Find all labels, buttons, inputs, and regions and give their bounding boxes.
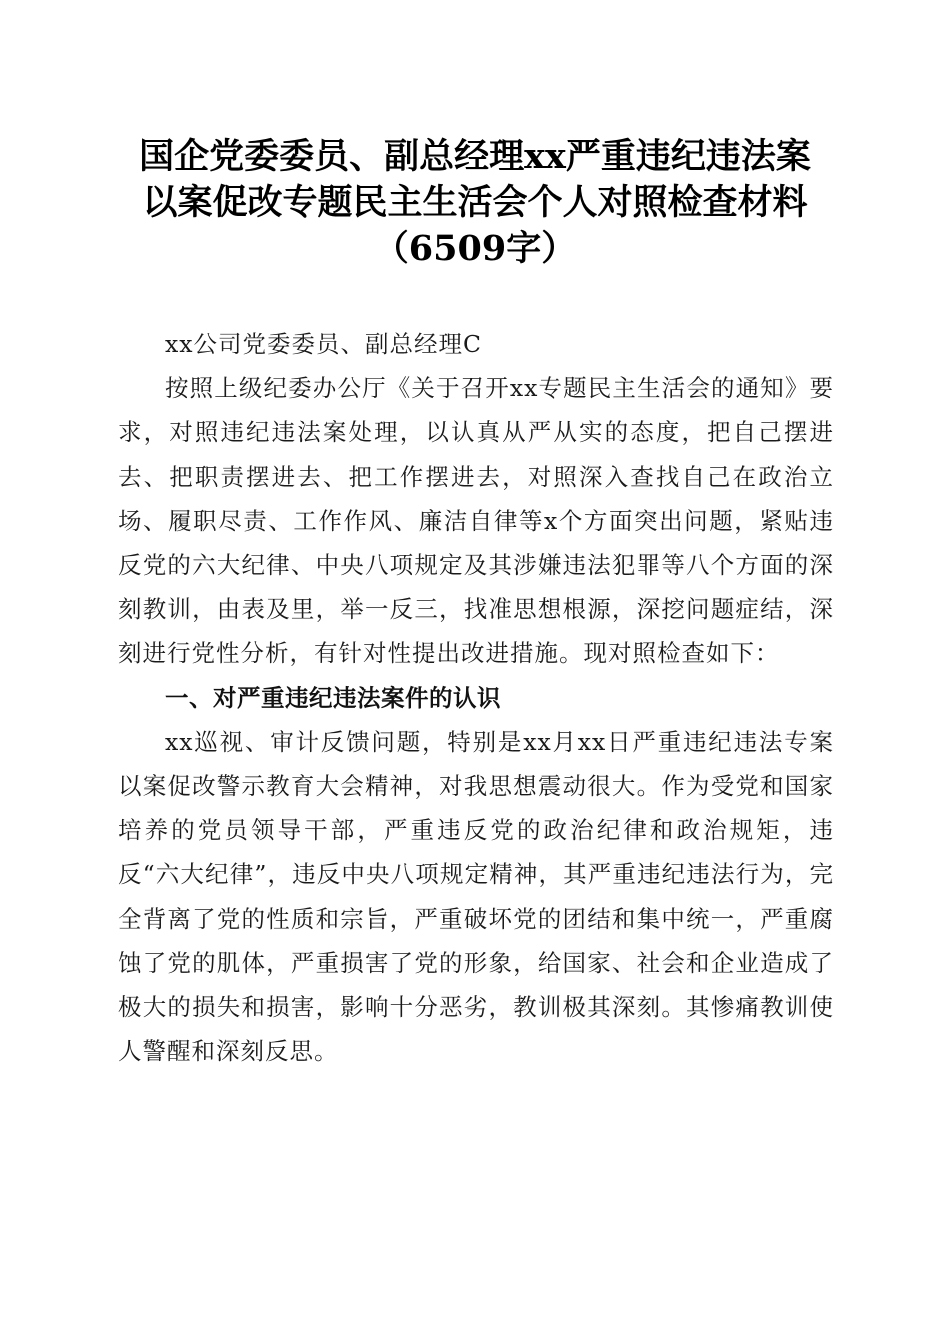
- title-line-2: 以案促改专题民主生活会个人对照检查材料: [142, 182, 808, 223]
- document-title: [100, 134, 850, 272]
- title-word-count: （6509字）: [373, 228, 577, 269]
- title-line-1: 国企党委委员、副总经理xx严重违纪违法案: [139, 136, 811, 177]
- section-1-paragraph: xx巡视、审计反馈问题，特别是xx月xx日严重违纪违法专案以案促改警示教育大会精神，对我思想震动很大。作为受党和国家培养的党员领导干部，严重违反党的政治纪律和政治规矩，违反“六大纪律”，违反中央八项规定精神，其严重违纪违法行为，完全背离了党的性质和宗旨，严重破坏党的团结和集中统一，严重腐蚀了党的肌体，严重损害了党的形象，给国家、社会和企业造成了极大的损失和损害，影响十分恶劣，教训极其深刻。其惨痛教训使人警醒和深刻反思。: [118, 727, 834, 1066]
- intro-paragraph: 按照上级纪委办公厅《关于召开xx专题民主生活会的通知》要求，对照违纪违法案处理，以认真从严从实的态度，把自己摆进去、把职责摆进去、把工作摆进去，对照深入查找自己在政治立场、履职尽责、工作作风、廉洁自律等x个方面突出问题，紧贴违反党的六大纪律、中央八项规定及其涉嫌违法犯罪等八个方面的深刻教训，由表及里，举一反三，找准思想根源，深挖问题症结，深刻进行党性分析，有针对性提出改进措施。现对照检查如下：: [118, 374, 834, 668]
- section-heading-1: 一、对严重违纪违法案件的认识: [165, 683, 501, 712]
- author-line: xx公司党委委员、副总经理C: [165, 330, 482, 358]
- document-body: [118, 322, 834, 1073]
